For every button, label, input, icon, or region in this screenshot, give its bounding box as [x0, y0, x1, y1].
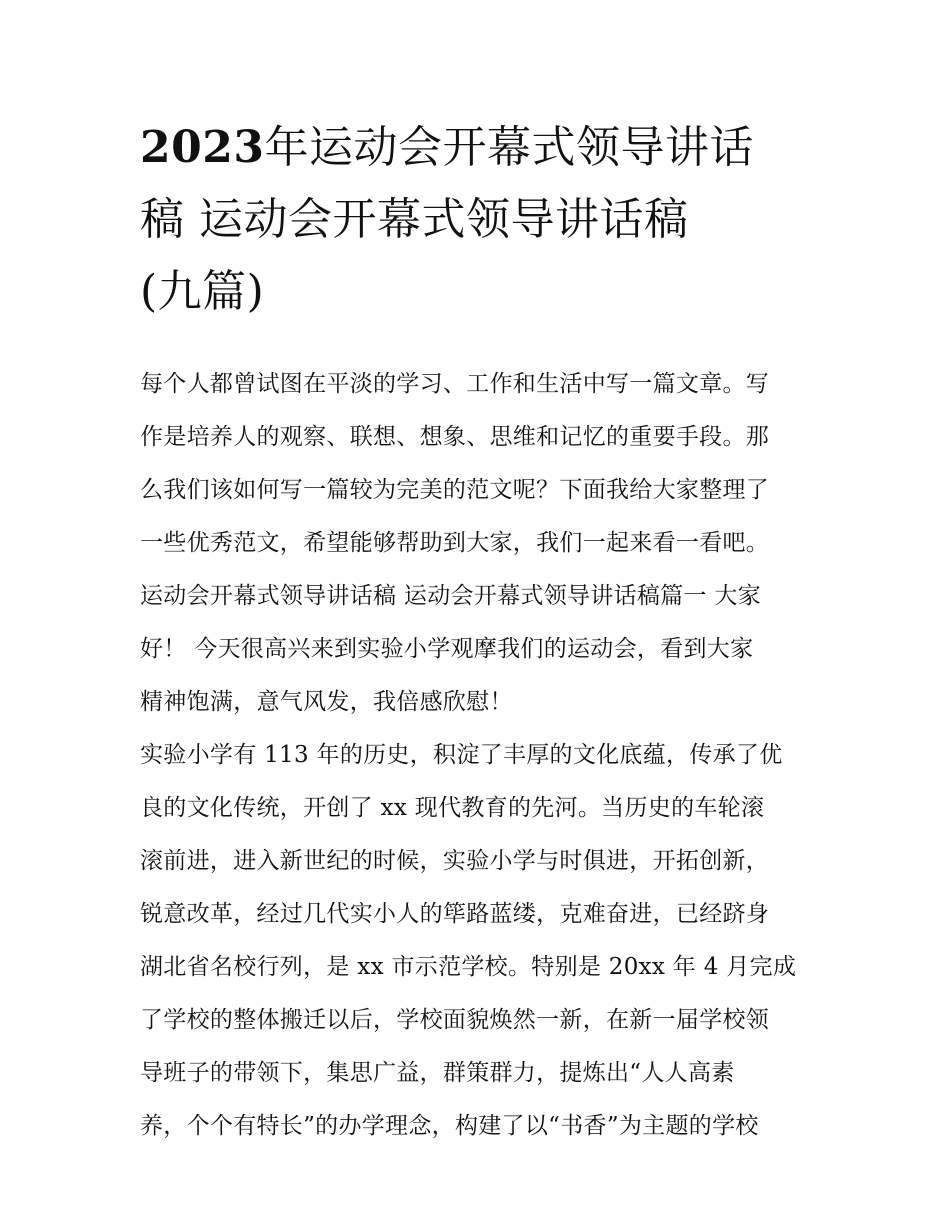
text-line: 良的文化传统，开创了 xx 现代教育的先河。当历史的车轮滚 — [140, 795, 765, 821]
text-line: 滚前进，进入新世纪的时候，实验小学与时俱进，开拓创新， — [140, 848, 770, 874]
document-page — [140, 112, 812, 1139]
text-line: 湖北省名校行列，是 xx 市示范学校。特别是 20xx 年 4 月完成 — [140, 954, 797, 980]
text-line: 一些优秀范文，希望能够帮助到大家，我们一起来看一看吧。 — [140, 530, 770, 556]
document-title — [140, 112, 812, 328]
text-line: 导班子的带领下，集思广益，群策群力，提炼出“人人高素 — [140, 1060, 735, 1086]
title-line-3: (九篇) — [140, 266, 265, 317]
title-line-1 — [140, 112, 812, 184]
text-line: 么我们该如何写一篇较为完美的范文呢？下面我给大家整理了 — [140, 477, 770, 503]
title-line-2: 稿 运动会开幕式领导讲话稿 — [140, 194, 689, 245]
text-line: 了学校的整体搬迁以后，学校面貌焕然一新，在新一届学校领 — [140, 1007, 770, 1033]
text-line: 每个人都曾试图在平淡的学习、工作和生活中写一篇文章。写 — [140, 371, 770, 397]
title-line-1-text: 年运动会开幕式领导讲话 — [264, 122, 754, 173]
text-line: 养，个个有特长”的办学理念，构建了以“书香”为主题的学校 — [140, 1113, 759, 1139]
text-line: 精神饱满，意气风发，我倍感欣慰！ — [140, 689, 513, 715]
text-line: 作是培养人的观察、联想、想象、思维和记忆的重要手段。那 — [140, 424, 770, 450]
text-line: 好！ 今天很高兴来到实验小学观摩我们的运动会，看到大家 — [140, 636, 754, 662]
text-line: 运动会开幕式领导讲话稿 运动会开幕式领导讲话稿篇一 大家 — [140, 583, 762, 609]
text-line: 锐意改革，经过几代实小人的筚路蓝缕，克难奋进，已经跻身 — [140, 901, 770, 927]
text-line: 实验小学有 113 年的历史，积淀了丰厚的文化底蕴，传承了优 — [140, 742, 783, 768]
body-text — [140, 358, 820, 1153]
title-year: 2023 — [140, 122, 265, 173]
